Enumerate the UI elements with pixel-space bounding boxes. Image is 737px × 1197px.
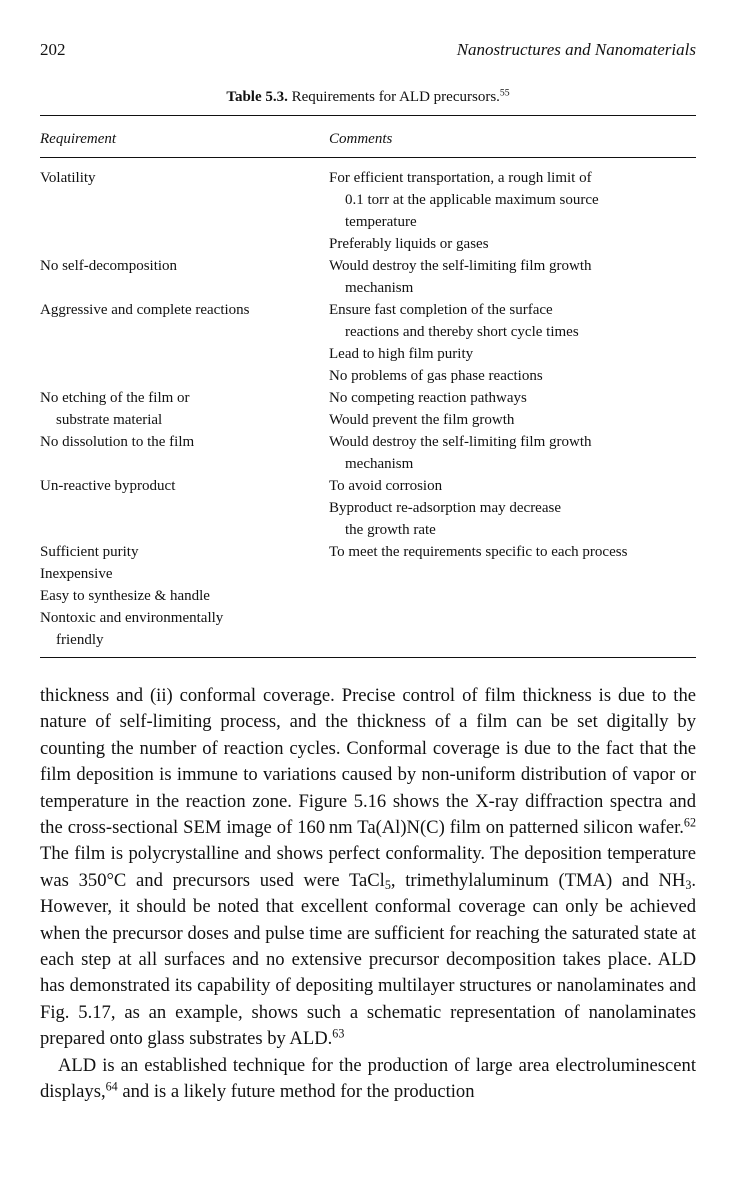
requirement-text: friendly bbox=[56, 632, 104, 648]
requirement-cell bbox=[40, 607, 310, 651]
requirement-text: No dissolution to the film bbox=[40, 434, 195, 450]
comment-cell bbox=[329, 299, 701, 387]
body-paragraph: thickness and (ii) conformal coverage. Precise control of film thickness is due to the nature of self-limiting process, and the thickness of a film can be set digitally by counting the number of reaction cycles. Conformal coverage is due to the fact that the film deposition is immune to variations caused by non-uniform distribution of vapor or temperature in the reaction zone. Figure 5.16 shows the X-ray diffraction spectra and the cross-sectional SEM image of 160 nm Ta(Al)N(C) film on patterned silicon wafer.$^{62}$ The film is polycrystalline and shows perfect conformality. The deposition temperature was 350°C and precursors used were TaCl$_5$, trimethylaluminum (TMA) and $NH_3$. However, it should be noted that excellent conformal coverage can only be achieved when the precursor doses and pulse time are sufficient for reaching the saturated state at each step at all surfaces and no extensive precursor decomposition takes place. ALD has demonstrated its capability of depositing multilayer structures or nanolaminates and Fig. 5.17, as an example, shows such a schematic representation of nanolaminates prepared onto glass substrates by ALD.$^{63}$ bbox=[40, 685, 697, 1050]
comment-cell bbox=[329, 541, 701, 563]
comment-text: No problems of gas phase reactions bbox=[329, 368, 543, 384]
comment-cell bbox=[329, 255, 701, 299]
comment-text: Ensure fast completion of the surface bbox=[329, 302, 553, 318]
comment-text: temperature bbox=[345, 214, 417, 230]
column-header-requirement: Requirement bbox=[40, 131, 117, 147]
comment-cell bbox=[329, 475, 701, 541]
requirement-cell bbox=[40, 563, 310, 585]
table-caption-ref: 55 bbox=[499, 87, 510, 99]
table-header-rule bbox=[40, 157, 696, 158]
comment-text: 0.1 torr at the applicable maximum source bbox=[345, 192, 599, 208]
table-top-rule bbox=[40, 115, 696, 116]
requirement-cell bbox=[40, 255, 310, 277]
requirement-text: Sufficient purity bbox=[40, 544, 139, 560]
page-number: 202 bbox=[40, 40, 66, 59]
table-caption-text: Requirements for ALD precursors. bbox=[291, 89, 500, 105]
requirement-text: Easy to synthesize & handle bbox=[40, 588, 210, 604]
comment-text: mechanism bbox=[345, 456, 414, 472]
comment-text: No competing reaction pathways bbox=[329, 390, 527, 406]
comment-text: Byproduct re-adsorption may decrease bbox=[329, 500, 561, 516]
running-title: Nanostructures and Nanomaterials bbox=[456, 40, 696, 59]
citation-ref: 62 bbox=[683, 815, 696, 830]
requirement-text: Aggressive and complete reactions bbox=[40, 302, 250, 318]
requirement-text: Volatility bbox=[40, 170, 96, 186]
table-caption bbox=[40, 89, 696, 106]
comment-text: reactions and thereby short cycle times bbox=[345, 324, 579, 340]
body-paragraph: ALD is an established technique for the production of large area electroluminescent displays,$^{64}$ and is a likely future method for the production bbox=[40, 1054, 696, 1103]
requirement-cell bbox=[40, 541, 310, 563]
page-header bbox=[40, 40, 696, 64]
requirement-text: Un-reactive byproduct bbox=[40, 478, 176, 494]
comment-cell bbox=[329, 387, 701, 431]
comment-text: To meet the requirements specific to each process bbox=[329, 544, 628, 560]
comment-text: Would destroy the self-limiting film growth bbox=[329, 434, 592, 450]
requirement-cell bbox=[40, 167, 310, 189]
requirement-text: substrate material bbox=[56, 412, 163, 428]
table-bottom-rule bbox=[40, 657, 696, 658]
requirement-text: No self-decomposition bbox=[40, 258, 178, 274]
comment-cell bbox=[329, 431, 701, 475]
comment-text: For efficient transportation, a rough limit of bbox=[329, 170, 592, 186]
requirement-cell bbox=[40, 387, 310, 431]
comment-text: mechanism bbox=[345, 280, 414, 296]
requirement-text: Inexpensive bbox=[40, 566, 113, 582]
requirement-cell bbox=[40, 431, 310, 453]
comment-text: To avoid corrosion bbox=[329, 478, 443, 494]
comment-text: Would destroy the self-limiting film growth bbox=[329, 258, 592, 274]
body-text bbox=[40, 683, 696, 1106]
comment-text: Would prevent the film growth bbox=[329, 412, 515, 428]
column-header-comments: Comments bbox=[329, 131, 393, 147]
requirement-cell bbox=[40, 299, 310, 321]
comment-text: Lead to high film purity bbox=[329, 346, 474, 362]
citation-ref: 63 bbox=[332, 1026, 345, 1041]
requirement-cell bbox=[40, 475, 310, 497]
requirement-text: No etching of the film or bbox=[40, 390, 190, 406]
requirement-text: Nontoxic and environmentally bbox=[40, 610, 224, 626]
comment-text: Preferably liquids or gases bbox=[329, 236, 489, 252]
requirement-cell bbox=[40, 585, 310, 607]
comment-text: the growth rate bbox=[345, 522, 436, 538]
table-caption-label: Table 5.3. bbox=[226, 89, 288, 105]
comment-cell bbox=[329, 167, 701, 255]
citation-ref: 64 bbox=[105, 1079, 118, 1094]
